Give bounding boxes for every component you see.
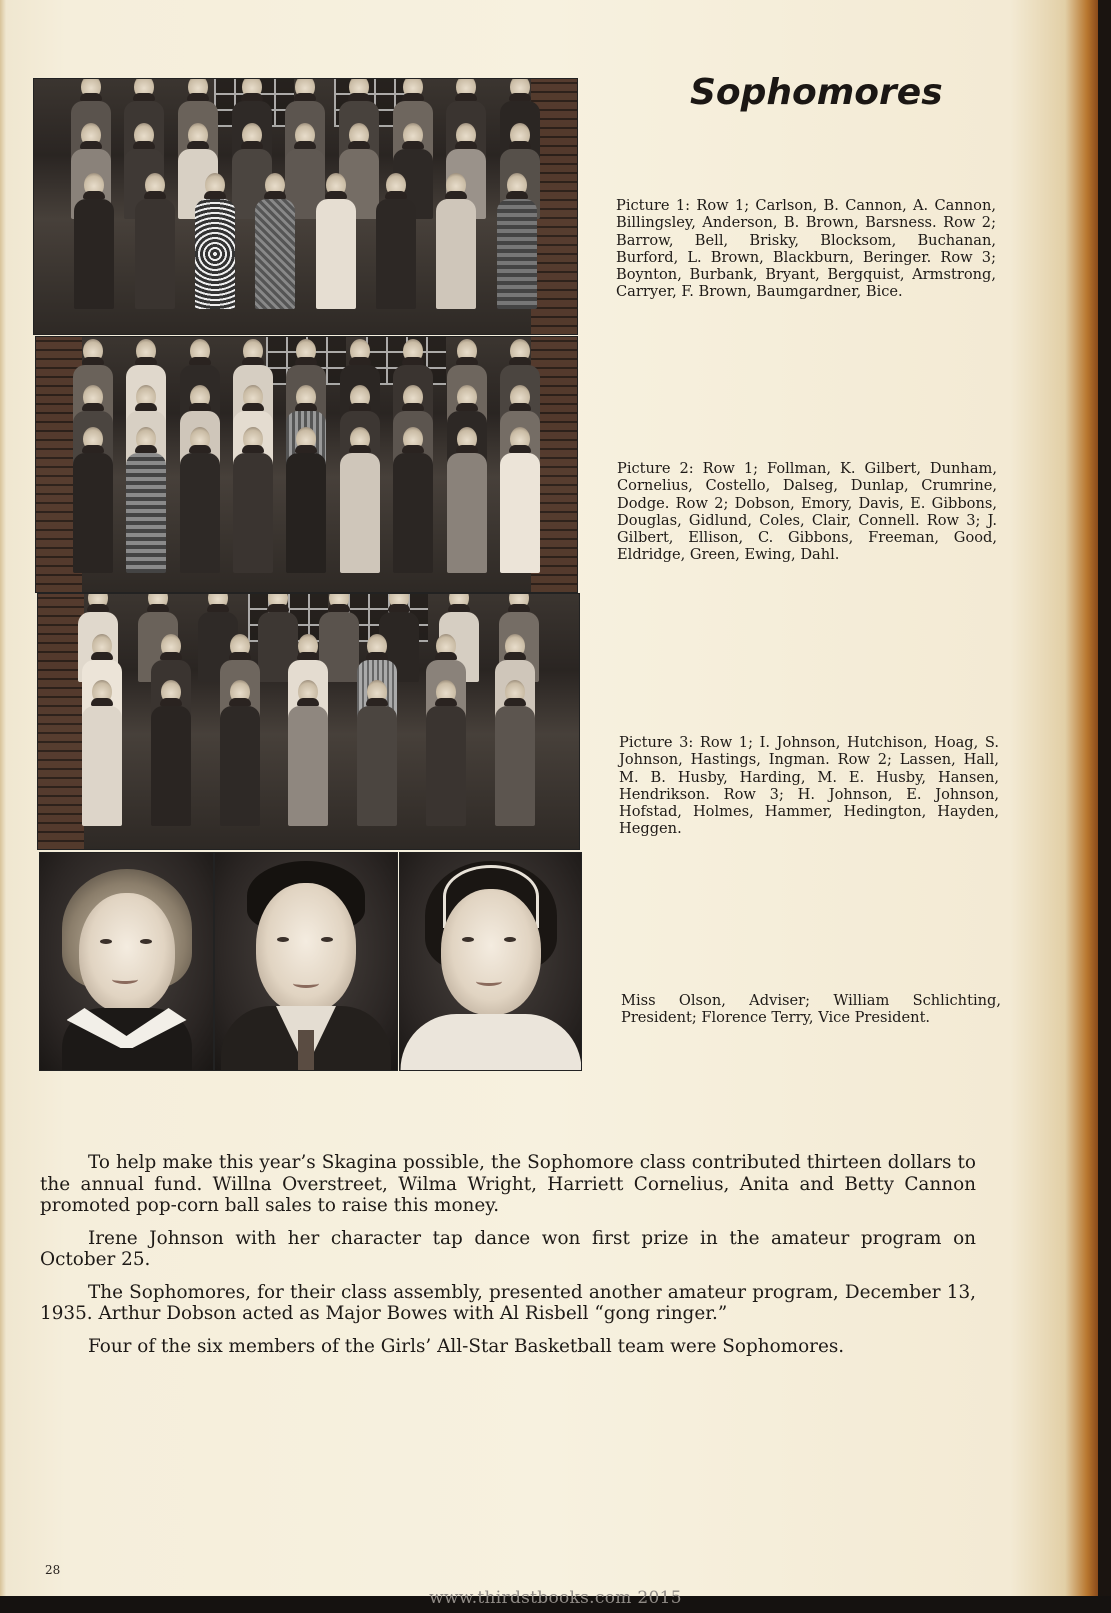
group-photo-3: [37, 593, 580, 850]
summary-paragraph: The Sophomores, for their class assembly, presented another amateur program, December 13, 1935. Arthur Dobson acted as Major Bowes with Al Risbell “gong ringer.”: [40, 1281, 976, 1324]
class-summary: [40, 1152, 976, 1368]
summary-paragraph: Irene Johnson with her character tap dance won first prize in the amateur program on October 25.: [40, 1227, 976, 1270]
picture-3-caption: Picture 3: Row 1; I. Johnson, Hutchison, Hoag, S. Johnson, Hastings, Ingman. Row 2; Lassen, Hall, M. B. Husby, Harding, M. E. Husby, Hansen, Hendrikson. Row 3; H. Johnson, E. Johnson, Hofstad, Holmes, Hammer, Hedington, Hayden, Heggen.: [619, 734, 999, 838]
summary-paragraph: To help make this year’s Skagina possible, the Sophomore class contributed thirteen dollars to the annual fund. Willna Overstreet, Wilma Wright, Harriett Cornelius, Anita and Betty Cannon promoted pop-corn ball sales to raise this money.: [40, 1152, 976, 1216]
page-gutter: [0, 0, 6, 1596]
picture-1-caption: Picture 1: Row 1; Carlson, B. Cannon, A. Cannon, Billingsley, Anderson, B. Brown, Barsness. Row 2; Barrow, Bell, Brisky, Blocksom, Buchanan, Burford, L. Brown, Blackburn, Beringer. Row 3; Boynton, Burbank, Bryant, Bergquist, Armstrong, Carryer, F. Brown, Baumgardner, Bice.: [616, 197, 996, 301]
summary-paragraph: Four of the six members of the Girls’ All-Star Basketball team were Sophomores.: [88, 1335, 845, 1357]
group-photo-1: [33, 78, 578, 335]
watermark: www.thirdstbooks.com 2015: [429, 1588, 682, 1608]
page-title: Sophomores: [690, 72, 943, 113]
picture-2-caption: Picture 2: Row 1; Follman, K. Gilbert, Dunham, Cornelius, Costello, Dalseg, Dunlap, Crumrine, Dodge. Row 2; Dobson, Emory, Davis, E. Gibbons, Douglas, Gidlund, Coles, Clair, Connell. Row 3; J. Gilbert, Ellison, C. Gibbons, Freeman, Good, Eldridge, Green, Ewing, Dahl.: [617, 460, 997, 564]
group-photo-2: [35, 336, 578, 593]
portrait-president: [214, 852, 398, 1071]
portrait-vice-president: [399, 852, 582, 1071]
portrait-adviser: [39, 852, 214, 1071]
page-number: 28: [45, 1563, 61, 1577]
officers-caption: Miss Olson, Adviser; William Schlichting, President; Florence Terry, Vice President.: [621, 992, 1001, 1027]
